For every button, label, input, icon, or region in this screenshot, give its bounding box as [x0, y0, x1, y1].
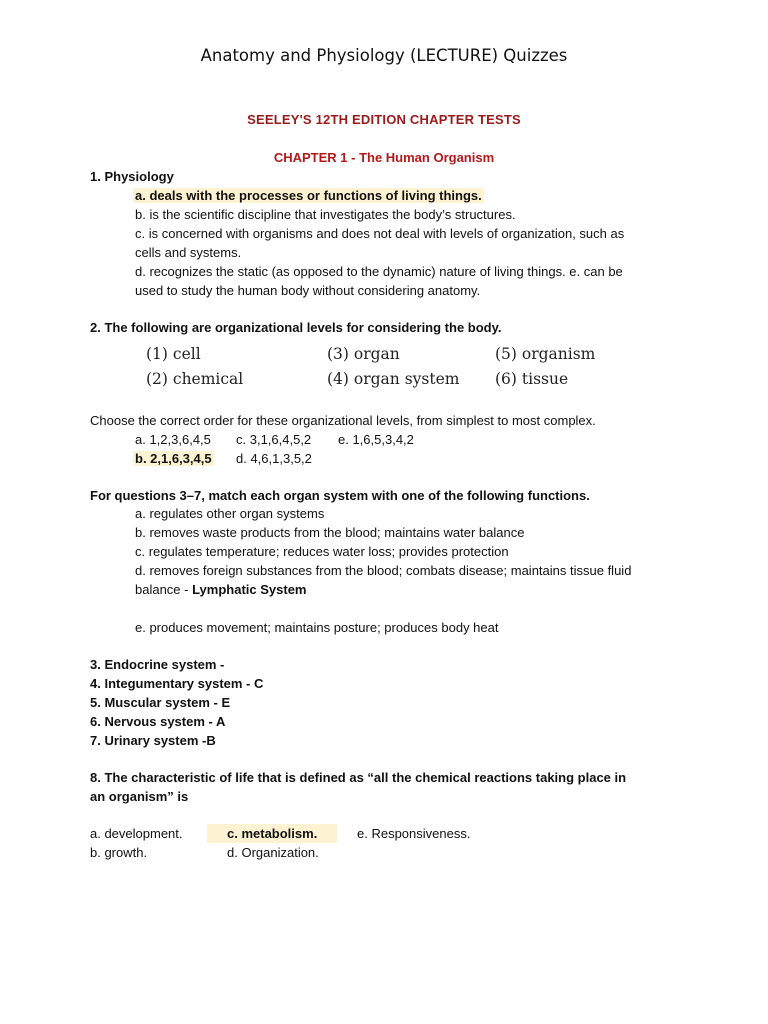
- function-e: e. produces movement; maintains posture; produces body heat: [135, 620, 499, 635]
- match-item-5: 5. Muscular system - E: [90, 695, 231, 710]
- document-title: Anatomy and Physiology (LECTURE) Quizzes: [200, 46, 568, 65]
- match-item-4: 4. Integumentary system - C: [90, 676, 264, 691]
- organizational-levels-table: [146, 345, 606, 393]
- q8-option-c: [207, 824, 337, 843]
- q8-stem-line2: an organism” is: [90, 789, 189, 804]
- function-d-answer: Lymphatic System: [192, 582, 307, 597]
- q1-option-c-cont: cells and systems.: [135, 245, 242, 260]
- match-item-7: 7. Urinary system -B: [90, 733, 216, 748]
- q2-option-e: e. 1,6,5,3,4,2: [338, 432, 414, 447]
- chapter-heading: CHAPTER 1 - The Human Organism: [273, 150, 495, 165]
- q8-option-e: e. Responsiveness.: [357, 826, 471, 841]
- q1-option-c: c. is concerned with organisms and does not deal with levels of organization, such as: [135, 226, 625, 241]
- q8-option-d: d. Organization.: [227, 845, 319, 860]
- function-d: d. removes foreign substances from the blood; combats disease; maintains tissue fluid: [135, 563, 632, 578]
- match-item-6: 6. Nervous system - A: [90, 714, 226, 729]
- q2-option-b: [135, 449, 214, 468]
- q1-option-b: b. is the scientific discipline that investigates the body’s structures.: [135, 207, 516, 222]
- level-6: (6) tissue: [495, 370, 569, 388]
- q3-7-stem: For questions 3–7, match each organ system with one of the following functions.: [90, 488, 590, 503]
- level-3: (3) organ: [327, 345, 400, 363]
- q2-option-a: a. 1,2,3,6,4,5: [135, 432, 211, 447]
- q1-answer-highlight: a. deals with the processes or functions of living things.: [135, 188, 482, 203]
- level-1: (1) cell: [146, 345, 201, 363]
- function-a: a. regulates other organ systems: [135, 506, 325, 521]
- q8-answer-highlight: c. metabolism.: [227, 826, 318, 841]
- function-d-balance: balance -: [135, 582, 193, 597]
- q2-stem: 2. The following are organizational levels for considering the body.: [90, 320, 502, 335]
- q1-stem: 1. Physiology: [90, 169, 174, 184]
- q2-prompt: Choose the correct order for these organizational levels, from simplest to most complex.: [90, 413, 596, 428]
- level-2: (2) chemical: [146, 370, 244, 388]
- q2-option-d: d. 4,6,1,3,5,2: [236, 451, 312, 466]
- q8-option-b: b. growth.: [90, 845, 148, 860]
- match-item-3: 3. Endocrine system -: [90, 657, 225, 672]
- level-5: (5) organism: [495, 345, 596, 363]
- function-c: c. regulates temperature; reduces water loss; provides protection: [135, 544, 509, 559]
- q8-option-a: a. development.: [90, 826, 183, 841]
- function-b: b. removes waste products from the blood; maintains water balance: [135, 525, 525, 540]
- level-4: (4) organ system: [327, 370, 460, 388]
- document-subtitle: SEELEY'S 12TH EDITION CHAPTER TESTS: [247, 112, 521, 127]
- function-d-cont: [135, 580, 307, 599]
- q2-option-c: c. 3,1,6,4,5,2: [236, 432, 312, 447]
- q1-option-e-cont: used to study the human body without considering anatomy.: [135, 283, 481, 298]
- q1-option-a: [135, 186, 484, 205]
- q1-option-d: d. recognizes the static (as opposed to the dynamic) nature of living things. e. can be: [135, 264, 623, 279]
- q2-answer-highlight: b. 2,1,6,3,4,5: [135, 451, 212, 466]
- q8-stem-line1: 8. The characteristic of life that is defined as “all the chemical reactions taking place in: [90, 770, 627, 785]
